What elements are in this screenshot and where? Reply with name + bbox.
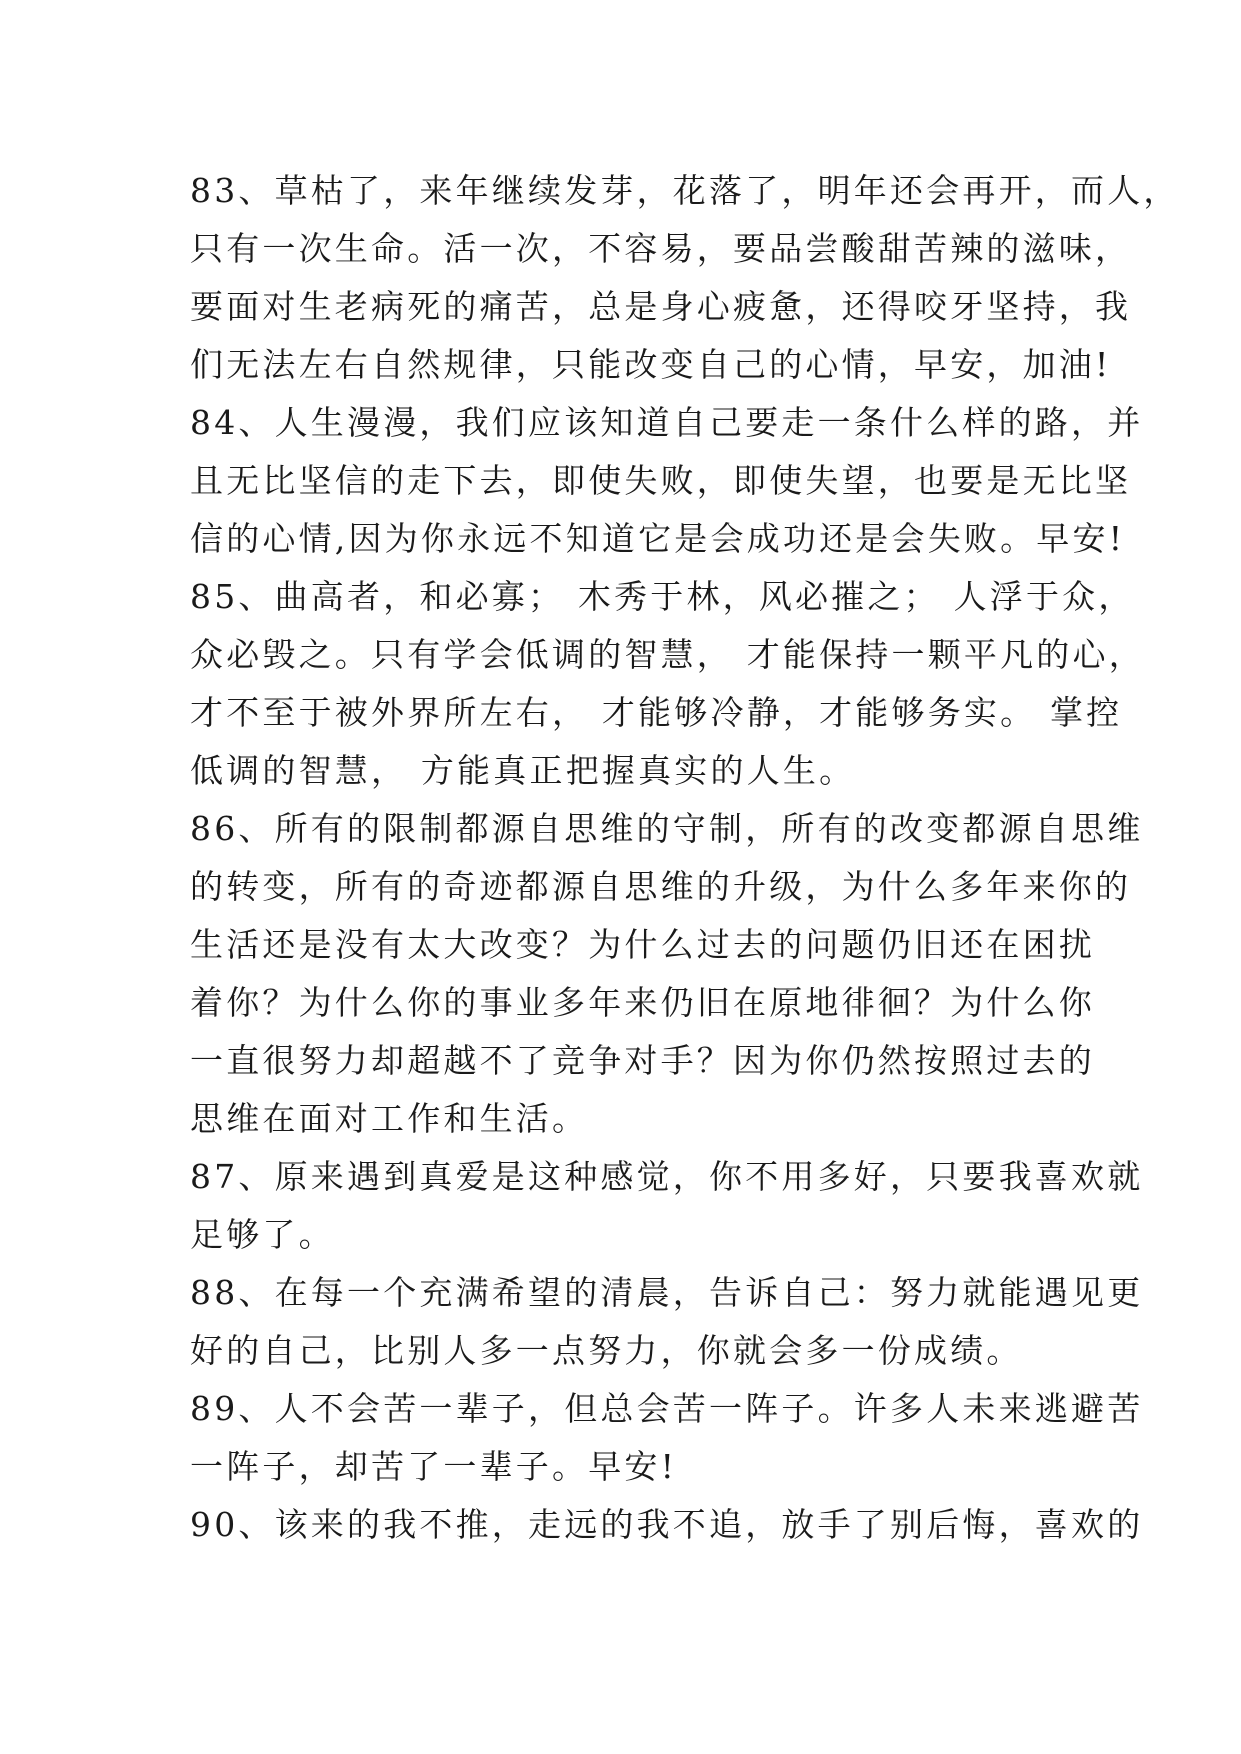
document-body bbox=[190, 162, 1180, 1554]
text-line: 只有一次生命。活一次，不容易，要品尝酸甜苦辣的滋味， bbox=[190, 229, 1132, 268]
text-line: 着你？为什么你的事业多年来仍旧在原地徘徊？为什么你 bbox=[190, 983, 1095, 1022]
text-line: 足够了。 bbox=[190, 1215, 335, 1254]
text-line: 信的心情,因为你永远不知道它是会成功还是会失败。早安! bbox=[190, 519, 1126, 558]
text-line: 89、人不会苦一辈子，但总会苦一阵子。许多人未来逃避苦 bbox=[190, 1389, 1144, 1428]
text-line: 85、曲高者，和必寡； 木秀于林，风必摧之； 人浮于众， bbox=[190, 577, 1135, 616]
text-line: 87、原来遇到真爱是这种感觉，你不用多好，只要我喜欢就 bbox=[190, 1157, 1144, 1196]
text-line: 88、在每一个充满希望的清晨，告诉自己：努力就能遇见更 bbox=[190, 1273, 1144, 1312]
text-line: 低调的智慧， 方能真正把握真实的人生。 bbox=[190, 751, 856, 790]
text-line: 且无比坚信的走下去，即使失败，即使失望，也要是无比坚 bbox=[190, 461, 1132, 500]
text-line: 一阵子，却苦了一辈子。早安! bbox=[190, 1447, 678, 1486]
text-line: 的转变，所有的奇迹都源自思维的升级，为什么多年来你的 bbox=[190, 867, 1132, 906]
text-line: 要面对生老病死的痛苦，总是身心疲惫，还得咬牙坚持，我 bbox=[190, 287, 1132, 326]
text-line: 生活还是没有太大改变？为什么过去的问题仍旧还在困扰 bbox=[190, 925, 1095, 964]
text-line: 83、草枯了，来年继续发芽，花落了，明年还会再开，而人， bbox=[190, 171, 1180, 210]
text-line: 84、人生漫漫，我们应该知道自己要走一条什么样的路，并 bbox=[190, 403, 1144, 442]
text-line: 86、所有的限制都源自思维的守制，所有的改变都源自思维 bbox=[190, 809, 1144, 848]
text-line: 众必毁之。只有学会低调的智慧， 才能保持一颗平凡的心， bbox=[190, 635, 1145, 674]
text-line: 一直很努力却超越不了竞争对手？因为你仍然按照过去的 bbox=[190, 1041, 1095, 1080]
text-line: 们无法左右自然规律，只能改变自己的心情，早安，加油! bbox=[190, 345, 1112, 384]
text-line: 90、该来的我不推，走远的我不追，放手了别后悔，喜欢的 bbox=[190, 1505, 1144, 1544]
text-line: 好的自己，比别人多一点努力，你就会多一份成绩。 bbox=[190, 1331, 1023, 1370]
text-line: 才不至于被外界所左右， 才能够冷静，才能够务实。 掌控 bbox=[190, 693, 1123, 732]
text-line: 思维在面对工作和生活。 bbox=[190, 1099, 589, 1138]
